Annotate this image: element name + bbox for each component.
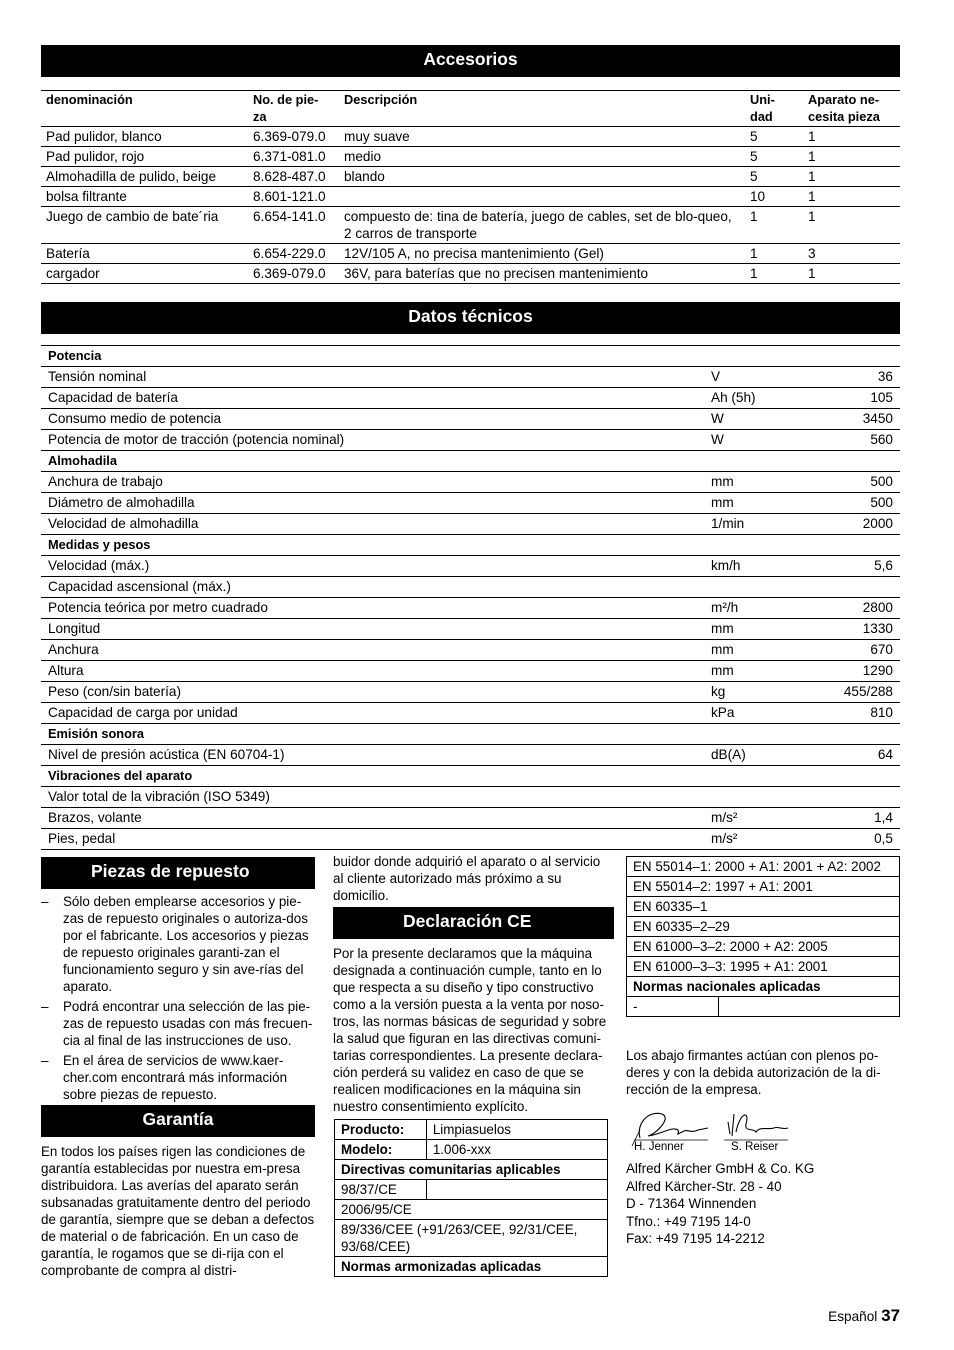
directiva-item: 89/336/CEE (+91/263/CEE, 92/31/CEE, 93/68/CEE) (335, 1220, 608, 1257)
accesorios-cell: 1 (803, 147, 900, 167)
spec-unit: mm (704, 493, 804, 514)
modelo-label: Modelo: (335, 1140, 427, 1160)
table-row (41, 640, 900, 661)
accesorios-cell: 12V/105 A, no precisa mantenimiento (Gel) (339, 244, 745, 264)
spec-unit: m/s² (704, 829, 804, 850)
spec-unit: mm (704, 661, 804, 682)
spec-value: 500 (804, 493, 900, 514)
table-row (41, 598, 900, 619)
accesorios-cell: 1 (803, 127, 900, 147)
table-row (41, 661, 900, 682)
nacionales-label: Normas nacionales aplicadas (627, 977, 900, 997)
spec-unit: dB(A) (704, 745, 804, 766)
spec-value: 455/288 (804, 682, 900, 703)
accesorios-cell: 3 (803, 244, 900, 264)
accesorios-cell: 10 (745, 187, 803, 207)
spec-value: 500 (804, 472, 900, 493)
norma-item: EN 55014–2: 1997 + A1: 2001 (627, 877, 900, 897)
table-row (41, 745, 900, 766)
spec-value: 36 (804, 367, 900, 388)
accesorios-cell: Juego de cambio de bate´ria (41, 207, 248, 244)
section-label: Potencia (41, 346, 900, 367)
spec-label: Anchura de trabajo (41, 472, 704, 493)
table-row (41, 367, 900, 388)
address-line: Alfred Kärcher-Str. 28 - 40 (626, 1178, 782, 1194)
accesorios-cell: 8.601-121.0 (248, 187, 339, 207)
section-label: Medidas y pesos (41, 535, 900, 556)
table-row (41, 472, 900, 493)
directiva-item: 98/37/CE (335, 1180, 427, 1200)
spec-value: 1330 (804, 619, 900, 640)
spec-label: Anchura (41, 640, 704, 661)
accesorios-table (41, 90, 900, 284)
spec-unit: mm (704, 640, 804, 661)
table-row (41, 514, 900, 535)
spec-value (804, 787, 900, 808)
accesorios-header-cell: No. de pie- za (248, 91, 339, 127)
table-row (41, 207, 900, 244)
datos-tecnicos-heading: Datos técnicos (41, 302, 900, 334)
table-row (41, 619, 900, 640)
accesorios-header-cell: Aparato ne- cesita pieza (803, 91, 900, 127)
spec-value: 1290 (804, 661, 900, 682)
address-line: Alfred Kärcher GmbH & Co. KG (626, 1161, 815, 1176)
accesorios-cell: 6.371-081.0 (248, 147, 339, 167)
piezas-list (41, 893, 315, 1106)
spec-unit: mm (704, 472, 804, 493)
table-row (41, 264, 900, 284)
address-line: Fax: +49 7195 14-2212 (626, 1231, 765, 1247)
accesorios-cell: medio (339, 147, 745, 167)
accesorios-cell: 1 (803, 187, 900, 207)
accesorios-cell: Batería (41, 244, 248, 264)
norma-item: EN 55014–1: 2000 + A1: 2001 + A2: 2002 (627, 857, 900, 877)
spec-unit: V (704, 367, 804, 388)
accesorios-cell: 5 (745, 127, 803, 147)
table-row (41, 409, 900, 430)
spec-label: Consumo medio de potencia (41, 409, 704, 430)
address-line: Tfno.: +49 7195 14-0 (626, 1213, 751, 1229)
spec-label: Velocidad (máx.) (41, 556, 704, 577)
table-row (41, 430, 900, 451)
spec-label: Pies, pedal (41, 829, 704, 850)
table-row (41, 187, 900, 207)
list-item: – Podrá encontrar una selección de las pie-zas de repuesto usadas con más frecuen-cia al final de las instrucciones de uso. (41, 998, 315, 1049)
section-row (41, 451, 900, 472)
table-row (41, 244, 900, 264)
declaracion-table (334, 1119, 608, 1277)
section-label: Almohadila (41, 451, 900, 472)
section-row (41, 346, 900, 367)
accesorios-cell: 1 (745, 244, 803, 264)
spec-label: Tensión nominal (41, 367, 704, 388)
datos-tecnicos-table (41, 345, 900, 850)
spec-label: Potencia de motor de tracción (potencia nominal) (41, 430, 704, 451)
section-row (41, 535, 900, 556)
section-row (41, 724, 900, 745)
accesorios-cell: 1 (803, 264, 900, 284)
spec-unit: kg (704, 682, 804, 703)
armonizadas-label: Normas armonizadas aplicadas (335, 1257, 608, 1277)
accesorios-cell: muy suave (339, 127, 745, 147)
spec-unit: kPa (704, 703, 804, 724)
producto-value: Limpiasuelos (426, 1120, 607, 1140)
table-row (41, 577, 900, 598)
spec-label: Velocidad de almohadilla (41, 514, 704, 535)
accesorios-cell: 8.628-487.0 (248, 167, 339, 187)
normas-table (626, 856, 900, 1017)
spec-unit (704, 577, 804, 598)
accesorios-cell: 6.654-141.0 (248, 207, 339, 244)
spec-label: Nivel de presión acústica (EN 60704-1) (41, 745, 704, 766)
directivas-label: Directivas comunitarias aplicables (335, 1160, 608, 1180)
norma-item: EN 61000–3–2: 2000 + A2: 2005 (627, 937, 900, 957)
spec-label: Diámetro de almohadilla (41, 493, 704, 514)
spec-value: 560 (804, 430, 900, 451)
garantia-text: En todos los países rigen las condiciones de garantía establecidas por nuestra em-presa distribuidora. Las averías del aparato serán subsanadas gratuitamente dentro del periodo de garantía, siempre que se deban a defectos de material o de fabricación. En un caso de garantía, le rogamos que se di-rija con el comprobante de compra al distri- (41, 1144, 315, 1278)
modelo-value: 1.006-xxx (426, 1140, 607, 1160)
accesorios-cell: compuesto de: tina de batería, juego de cables, set de blo-queo, 2 carros de transporte (339, 207, 745, 244)
accesorios-cell: blando (339, 167, 745, 187)
accesorios-cell: 1 (745, 264, 803, 284)
section-label: Emisión sonora (41, 724, 900, 745)
page-footer (828, 1306, 900, 1326)
producto-label: Producto: (335, 1120, 427, 1140)
table-row (41, 829, 900, 850)
spec-unit: mm (704, 619, 804, 640)
table-row (41, 147, 900, 167)
spec-value: 670 (804, 640, 900, 661)
accesorios-cell: Almohadilla de pulido, beige (41, 167, 248, 187)
accesorios-header-row (41, 91, 900, 127)
table-row (41, 388, 900, 409)
spec-label: Capacidad de batería (41, 388, 704, 409)
table-row (41, 682, 900, 703)
list-item: – Sólo deben emplearse accesorios y pie-zas de repuesto originales o autoriza-dos por el fabricante. Los accesorios y piezas de repuesto originales garanti-zan el funcionamiento seguro y sin ave-rías del aparato. (41, 893, 315, 995)
address-line: D - 71364 Winnenden (626, 1196, 757, 1212)
accesorios-cell: 1 (803, 207, 900, 244)
spec-value: 2000 (804, 514, 900, 535)
signer2-name: S. Reiser (731, 1141, 779, 1153)
accesorios-cell (339, 187, 745, 207)
signer1-name: H. Jenner (634, 1141, 684, 1153)
accesorios-header-cell: denominación (41, 91, 248, 127)
table-row (41, 167, 900, 187)
accesorios-cell: cargador (41, 264, 248, 284)
table-row (41, 493, 900, 514)
accesorios-cell: 5 (745, 167, 803, 187)
declaracion-heading: Declaración CE (333, 907, 614, 939)
norma-item: EN 60335–1 (627, 897, 900, 917)
accesorios-heading: Accesorios (41, 45, 900, 77)
table-row (41, 127, 900, 147)
spec-label: Potencia teórica por metro cuadrado (41, 598, 704, 619)
spec-unit: m/s² (704, 808, 804, 829)
declaracion-text: Por la presente declaramos que la máquina designada a continuación cumple, tanto en lo que respecta a su diseño y tipo constructivo como a la versión puesta a la venta por noso-tros, las normas básicas de seguridad y sobre la salud que figuran en las directivas comuni-tarias correspondientes. La presente declara-ción perderá su validez en caso de que se realicen modificaciones en la máquina sin nuestro consentimiento explícito. (333, 946, 607, 1114)
company-address (626, 1160, 902, 1248)
accesorios-cell: 6.654-229.0 (248, 244, 339, 264)
spec-unit: W (704, 430, 804, 451)
table-row (41, 703, 900, 724)
section-row (41, 766, 900, 787)
spec-label: Capacidad ascensional (máx.) (41, 577, 704, 598)
nacionales-value: - (627, 997, 719, 1017)
norma-item: EN 61000–3–3: 1995 + A1: 2001 (627, 957, 900, 977)
spec-value (804, 577, 900, 598)
garantia-continuation: buidor donde adquirió el aparato o al servicio al cliente autorizado más próximo a su domicilio. (333, 854, 601, 903)
spec-unit: W (704, 409, 804, 430)
accesorios-header-cell: Descripción (339, 91, 745, 127)
spec-value: 2800 (804, 598, 900, 619)
table-row (41, 787, 900, 808)
spec-label: Valor total de la vibración (ISO 5349) (41, 787, 704, 808)
accesorios-cell: Pad pulidor, blanco (41, 127, 248, 147)
page-number: 37 (881, 1306, 900, 1325)
spec-unit: m²/h (704, 598, 804, 619)
spec-label: Capacidad de carga por unidad (41, 703, 704, 724)
spec-value: 3450 (804, 409, 900, 430)
list-item: – En el área de servicios de www.kaer-cher.com encontrará más información sobre piezas de repuesto. (41, 1052, 315, 1103)
accesorios-cell: 6.369-079.0 (248, 264, 339, 284)
spec-value: 810 (804, 703, 900, 724)
footer-language: Español (828, 1309, 878, 1324)
accesorios-cell: 6.369-079.0 (248, 127, 339, 147)
spec-label: Peso (con/sin batería) (41, 682, 704, 703)
accesorios-cell: 1 (745, 207, 803, 244)
spec-value: 1,4 (804, 808, 900, 829)
spec-label: Longitud (41, 619, 704, 640)
spec-value: 0,5 (804, 829, 900, 850)
spec-value: 105 (804, 388, 900, 409)
table-row (41, 808, 900, 829)
accesorios-cell: 36V, para baterías que no precisen mantenimiento (339, 264, 745, 284)
spec-unit (704, 787, 804, 808)
spec-label: Brazos, volante (41, 808, 704, 829)
spec-unit: km/h (704, 556, 804, 577)
spec-value: 5,6 (804, 556, 900, 577)
accesorios-cell: 1 (803, 167, 900, 187)
directiva-item: 2006/95/CE (335, 1200, 608, 1220)
table-row (41, 556, 900, 577)
piezas-heading: Piezas de repuesto (41, 857, 315, 889)
accesorios-header-cell: Uni- dad (745, 91, 803, 127)
garantia-heading: Garantía (41, 1105, 315, 1137)
spec-label: Altura (41, 661, 704, 682)
firmantes-text: Los abajo firmantes actúan con plenos po-deres y con la debida autorización de la di-rección de la empresa. (626, 1048, 881, 1097)
spec-unit: 1/min (704, 514, 804, 535)
accesorios-cell: Pad pulidor, rojo (41, 147, 248, 167)
spec-value: 64 (804, 745, 900, 766)
section-label: Vibraciones del aparato (41, 766, 900, 787)
accesorios-cell: bolsa filtrante (41, 187, 248, 207)
spec-unit: Ah (5h) (704, 388, 804, 409)
accesorios-cell: 5 (745, 147, 803, 167)
norma-item: EN 60335–2–29 (627, 917, 900, 937)
